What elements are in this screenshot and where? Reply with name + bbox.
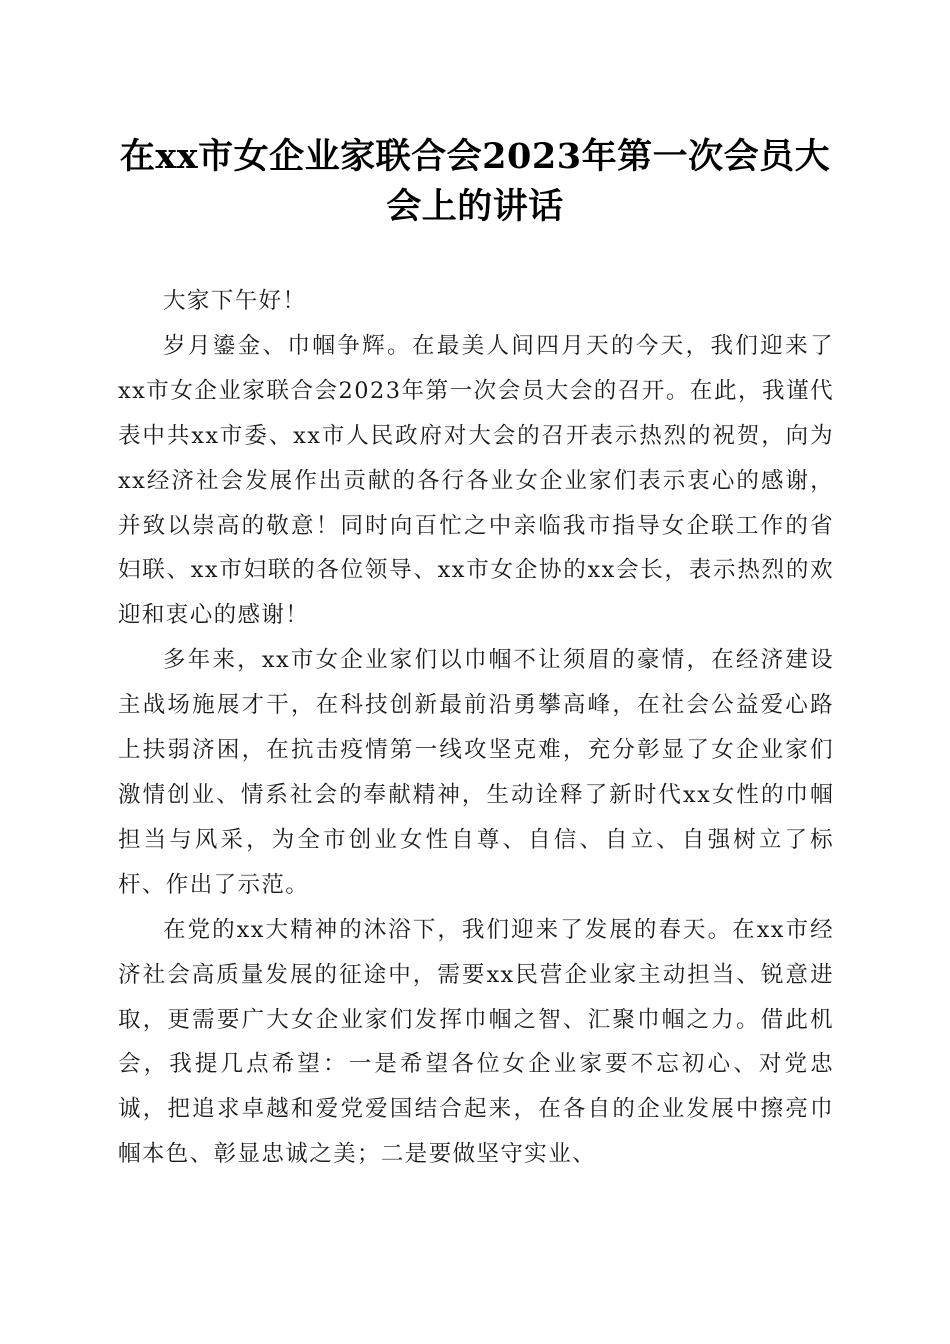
paragraph: 在党的xx大精神的沐浴下，我们迎来了发展的春天。在xx市经济社会高质量发展的征途中，需要xx民营企业家主动担当、锐意进取，更需要广大女企业家们发挥巾帼之智、汇聚巾帼之力。借此机会，我提几点希望：一是希望各位女企业家要不忘初心、对党忠诚，把追求卓越和爱党爱国结合起来，在各自的企业发展中擦亮巾帼本色、彰显忠诚之美；二是要做坚守实业、 [118, 916, 834, 1168]
document-body [118, 279, 834, 1177]
paragraph: 岁月鎏金、巾帼争辉。在最美人间四月天的今天，我们迎来了xx市女企业家联合会2023年第一次会员大会的召开。在此，我谨代表中共xx市委、xx市人民政府对大会的召开表示热烈的祝贺，向为xx经济社会发展作出贡献的各行各业女企业家们表示衷心的感谢，并致以崇高的敬意！同时向百忙之中亲临我市指导女企联工作的省妇联、xx市妇联的各位领导、xx市女企协的xx会长，表示热烈的欢迎和衷心的感谢！ [118, 332, 834, 629]
paragraph: 大家下午好！ [163, 288, 307, 314]
paragraph: 多年来，xx市女企业家们以巾帼不让须眉的豪情，在经济建设主战场施展才干，在科技创新最前沿勇攀高峰，在社会公益爱心路上扶弱济困，在抗击疫情第一线攻坚克难，充分彰显了女企业家们激情创业、情系社会的奉献精神，生动诠释了新时代xx女性的巾帼担当与风采，为全市创业女性自尊、自信、自立、自强树立了标杆、作出了示范。 [118, 647, 834, 898]
document-title: 在xx市女企业家联合会2023年第一次会员大会上的讲话 [119, 136, 831, 227]
